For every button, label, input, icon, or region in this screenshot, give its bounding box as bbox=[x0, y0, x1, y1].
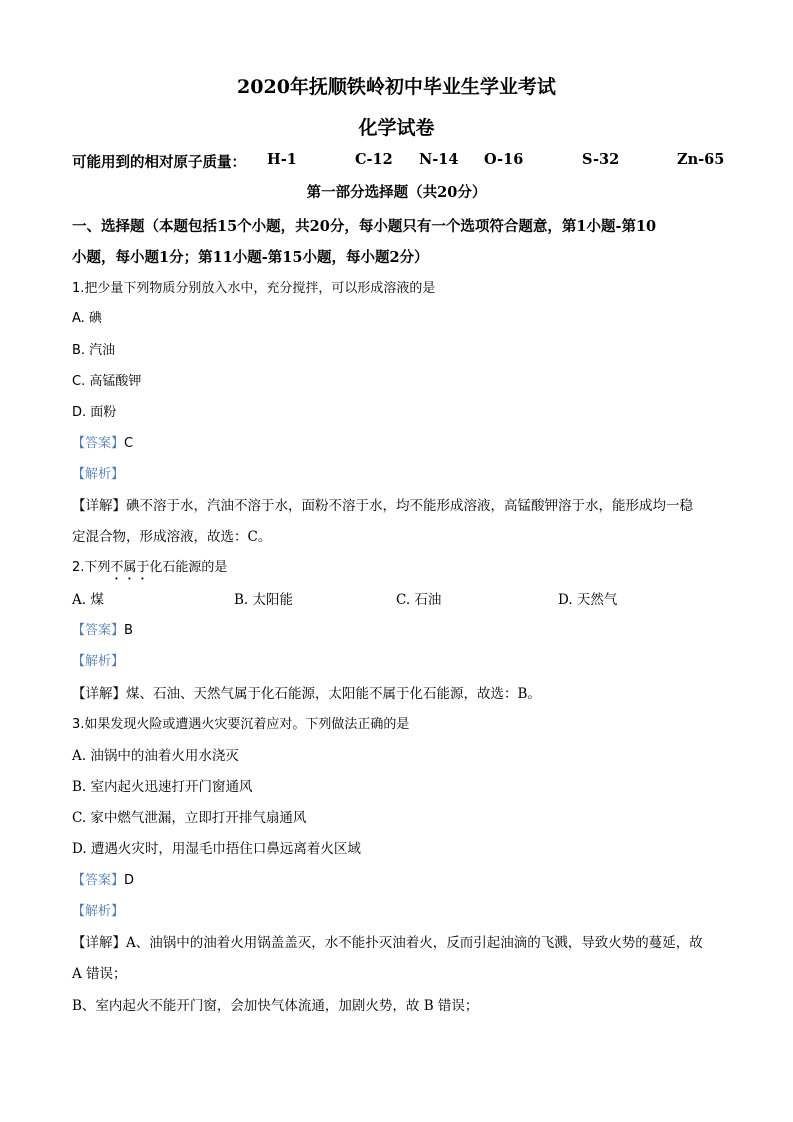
atomic-mass-o: O-16 bbox=[484, 151, 524, 168]
detail-text: 碘不溶于水，汽油不溶于水，面粉不溶于水，均不能形成溶液，高锰酸钾溶于水，能形成均一稳 bbox=[126, 498, 693, 514]
question-3-stem: 3.如果发现火险或遭遇火灾要沉着应对。下列做法正确的是 bbox=[72, 717, 410, 732]
part-title: 第一部分选择题（共20分） bbox=[306, 184, 487, 201]
question-1-option-c: C. 高锰酸钾 bbox=[72, 374, 142, 389]
stem-suffix: 化石能源的是 bbox=[149, 560, 228, 575]
atomic-mass-s: S-32 bbox=[582, 151, 620, 168]
section-heading-line1: 一、选择题（本题包括15个小题，共20分，每小题只有一个选项符合题意，第1小题-第10 bbox=[72, 218, 657, 235]
question-2-detail-line1 bbox=[72, 682, 541, 702]
question-3-option-a: A. 油锅中的油着火用水浇灭 bbox=[72, 748, 239, 764]
question-2-analysis-label: 【解析】 bbox=[72, 654, 125, 669]
section-heading-line2: 小题，每小题1分；第11小题-第15小题，每小题2分） bbox=[72, 249, 429, 266]
atomic-mass-n: N-14 bbox=[419, 151, 459, 168]
question-2-stem bbox=[72, 556, 227, 583]
question-2-answer bbox=[72, 619, 133, 638]
question-3-detail-line2: A 错误； bbox=[72, 966, 127, 982]
atomic-mass-label: 可能用到的相对原子质量： bbox=[72, 154, 246, 171]
question-1-option-b: B. 汽油 bbox=[72, 343, 116, 358]
question-1-analysis-label: 【解析】 bbox=[72, 467, 125, 482]
atomic-mass-line bbox=[72, 151, 732, 171]
answer-value: B bbox=[124, 623, 133, 638]
question-3-answer bbox=[72, 869, 134, 888]
question-2-option-b: B. 太阳能 bbox=[234, 592, 294, 608]
question-3-option-d: D. 遭遇火灾时，用湿毛巾捂住口鼻远离着火区域 bbox=[72, 841, 361, 857]
question-1-detail-line2: 定混合物，形成溶液，故选：C。 bbox=[72, 529, 272, 545]
answer-label: 【答案】 bbox=[72, 623, 125, 638]
question-3-option-b: B. 室内起火迅速打开门窗通风 bbox=[72, 779, 253, 795]
stem-emphasis: 不属于 bbox=[110, 560, 150, 575]
question-1-option-a: A. 碘 bbox=[72, 311, 102, 326]
question-1-detail-line1 bbox=[72, 494, 693, 514]
exam-subtitle: 化学试卷 bbox=[358, 117, 435, 139]
question-3-detail-line1 bbox=[72, 931, 703, 951]
question-2-option-d: D. 天然气 bbox=[558, 592, 618, 608]
question-1-answer bbox=[72, 432, 133, 451]
question-2-option-c: C. 石油 bbox=[396, 592, 442, 608]
question-2-option-a: A. 煤 bbox=[72, 592, 104, 608]
detail-text: A、油锅中的油着火用锅盖盖灭，水不能扑灭油着火，反而引起油滴的飞溅，导致火势的蔓延，故 bbox=[126, 935, 703, 951]
answer-value: D bbox=[124, 873, 135, 888]
detail-label: 【详解】 bbox=[72, 686, 126, 702]
atomic-mass-h: H-1 bbox=[267, 151, 297, 168]
question-3-analysis-label: 【解析】 bbox=[72, 904, 125, 919]
detail-text: 煤、石油、天然气属于化石能源，太阳能不属于化石能源，故选：B。 bbox=[126, 686, 541, 702]
question-3-option-c: C. 家中燃气泄漏，立即打开排气扇通风 bbox=[72, 810, 307, 826]
stem-prefix: 2.下列 bbox=[72, 560, 111, 575]
exam-title: 2020年抚顺铁岭初中毕业生学业考试 bbox=[237, 76, 556, 98]
question-1-option-d: D. 面粉 bbox=[72, 405, 117, 420]
detail-label: 【详解】 bbox=[72, 935, 126, 951]
answer-label: 【答案】 bbox=[72, 436, 125, 451]
atomic-mass-c: C-12 bbox=[355, 151, 393, 168]
atomic-mass-zn: Zn-65 bbox=[677, 151, 725, 168]
detail-label: 【详解】 bbox=[72, 498, 126, 514]
question-1-stem: 1.把少量下列物质分别放入水中，充分搅拌，可以形成溶液的是 bbox=[72, 281, 436, 296]
answer-value: C bbox=[124, 436, 134, 451]
answer-label: 【答案】 bbox=[72, 873, 125, 888]
question-3-detail-line3: B、室内起火不能开门窗，会加快气体流通，加剧火势，故 B 错误； bbox=[72, 998, 479, 1014]
